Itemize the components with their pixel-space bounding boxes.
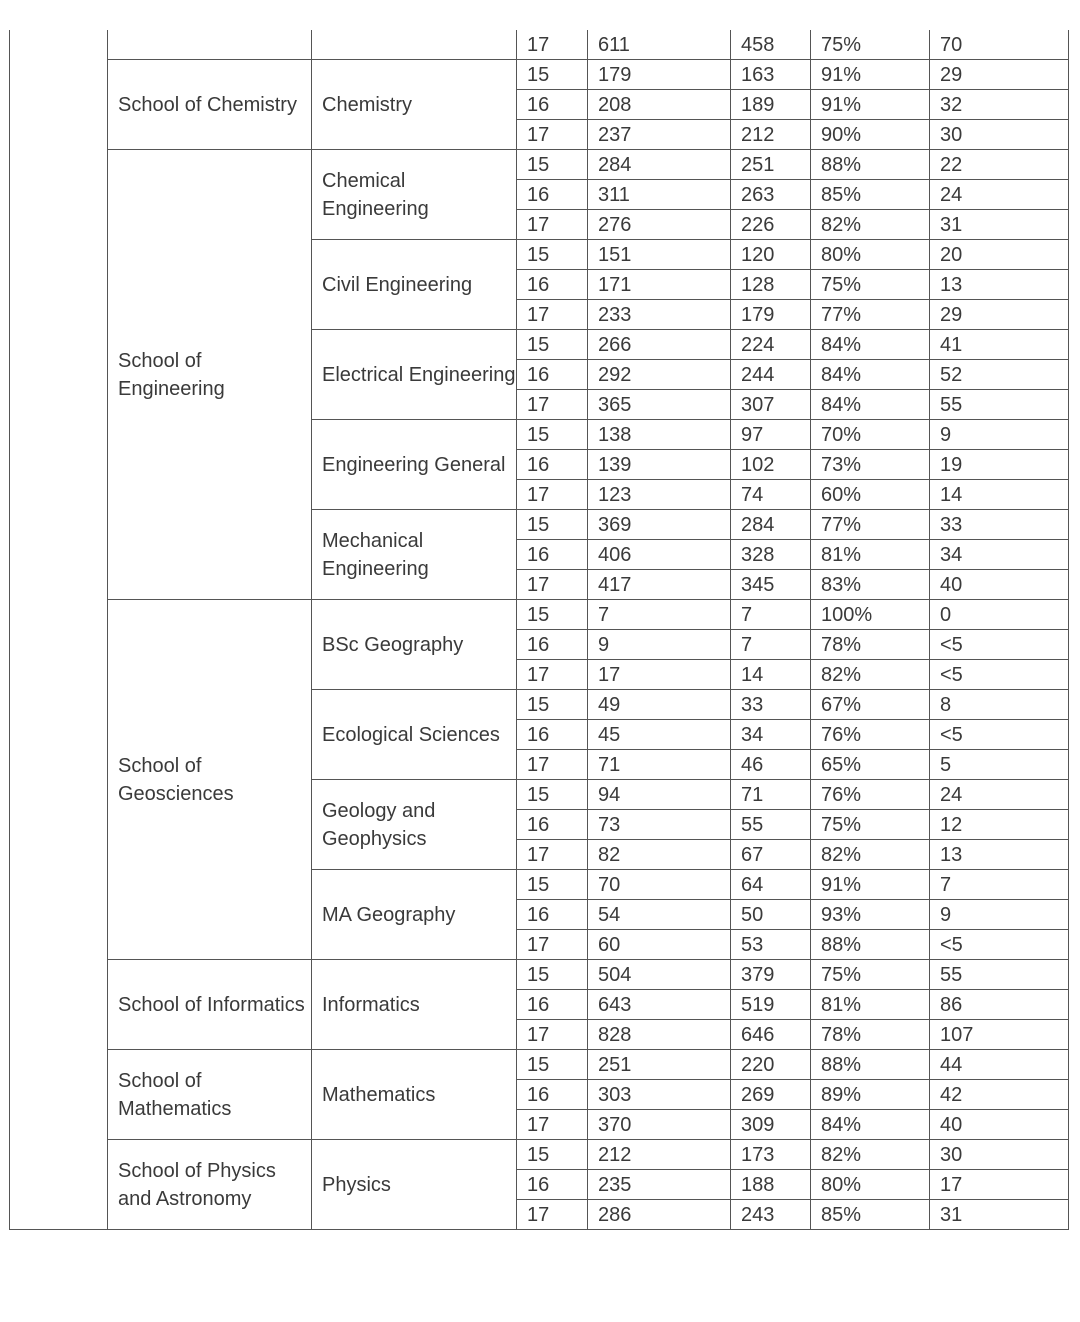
year-cell: 16	[517, 1080, 588, 1110]
year-cell: 16	[517, 810, 588, 840]
entrants-cell: 13	[930, 270, 1069, 300]
offers-cell: 188	[731, 1170, 811, 1200]
year-cell: 15	[517, 60, 588, 90]
applications-cell: 70	[588, 870, 731, 900]
entrants-cell: <5	[930, 630, 1069, 660]
offer-rate-cell: 82%	[811, 660, 930, 690]
offer-rate-cell: 84%	[811, 390, 930, 420]
offer-rate-cell: 91%	[811, 60, 930, 90]
offer-rate-cell: 88%	[811, 150, 930, 180]
offer-rate-cell: 78%	[811, 630, 930, 660]
entrants-cell: 13	[930, 840, 1069, 870]
year-cell: 17	[517, 930, 588, 960]
applications-cell: 94	[588, 780, 731, 810]
offer-rate-cell: 81%	[811, 540, 930, 570]
entrants-cell: 86	[930, 990, 1069, 1020]
applications-cell: 45	[588, 720, 731, 750]
school-cell: School of Mathematics	[108, 1050, 312, 1140]
offers-cell: 244	[731, 360, 811, 390]
offer-rate-cell: 90%	[811, 120, 930, 150]
entrants-cell: <5	[930, 930, 1069, 960]
offers-cell: 64	[731, 870, 811, 900]
applications-cell: 251	[588, 1050, 731, 1080]
year-cell: 17	[517, 1020, 588, 1050]
year-cell: 17	[517, 30, 588, 60]
left-margin-cell	[10, 30, 108, 1230]
year-cell: 17	[517, 120, 588, 150]
offers-cell: 307	[731, 390, 811, 420]
applications-cell: 370	[588, 1110, 731, 1140]
year-cell: 16	[517, 630, 588, 660]
offers-cell: 224	[731, 330, 811, 360]
year-cell: 15	[517, 240, 588, 270]
applications-cell: 49	[588, 690, 731, 720]
offers-cell: 120	[731, 240, 811, 270]
offer-rate-cell: 76%	[811, 720, 930, 750]
offer-rate-cell: 82%	[811, 210, 930, 240]
year-cell: 16	[517, 540, 588, 570]
entrants-cell: 22	[930, 150, 1069, 180]
entrants-cell: 55	[930, 390, 1069, 420]
offers-cell: 269	[731, 1080, 811, 1110]
year-cell: 15	[517, 420, 588, 450]
applications-cell: 235	[588, 1170, 731, 1200]
offers-cell: 46	[731, 750, 811, 780]
applications-cell: 73	[588, 810, 731, 840]
table-row	[10, 1140, 1069, 1170]
offers-cell: 71	[731, 780, 811, 810]
entrants-cell: 55	[930, 960, 1069, 990]
applications-cell: 139	[588, 450, 731, 480]
entrants-cell: 9	[930, 420, 1069, 450]
programme-cell: Mechanical Engineering	[312, 510, 517, 600]
offer-rate-cell: 80%	[811, 1170, 930, 1200]
applications-cell: 406	[588, 540, 731, 570]
offers-cell: 309	[731, 1110, 811, 1140]
year-cell: 15	[517, 600, 588, 630]
offer-rate-cell: 77%	[811, 300, 930, 330]
year-cell: 17	[517, 480, 588, 510]
offer-rate-cell: 83%	[811, 570, 930, 600]
applications-cell: 233	[588, 300, 731, 330]
entrants-cell: 32	[930, 90, 1069, 120]
school-cell: School of Geosciences	[108, 600, 312, 960]
admissions-table	[9, 30, 1069, 1230]
entrants-cell: 24	[930, 180, 1069, 210]
offer-rate-cell: 100%	[811, 600, 930, 630]
offers-cell: 34	[731, 720, 811, 750]
applications-cell: 138	[588, 420, 731, 450]
entrants-cell: <5	[930, 720, 1069, 750]
year-cell: 15	[517, 1140, 588, 1170]
offer-rate-cell: 85%	[811, 180, 930, 210]
year-cell: 15	[517, 150, 588, 180]
year-cell: 15	[517, 870, 588, 900]
applications-cell: 417	[588, 570, 731, 600]
entrants-cell: 42	[930, 1080, 1069, 1110]
entrants-cell: 9	[930, 900, 1069, 930]
offers-cell: 251	[731, 150, 811, 180]
programme-cell: Chemistry	[312, 60, 517, 150]
entrants-cell: 52	[930, 360, 1069, 390]
year-cell: 15	[517, 960, 588, 990]
offers-cell: 220	[731, 1050, 811, 1080]
applications-cell: 82	[588, 840, 731, 870]
applications-cell: 9	[588, 630, 731, 660]
offers-cell: 226	[731, 210, 811, 240]
offers-cell: 379	[731, 960, 811, 990]
entrants-cell: <5	[930, 660, 1069, 690]
offers-cell: 97	[731, 420, 811, 450]
entrants-cell: 40	[930, 1110, 1069, 1140]
applications-cell: 292	[588, 360, 731, 390]
offer-rate-cell: 77%	[811, 510, 930, 540]
entrants-cell: 17	[930, 1170, 1069, 1200]
offer-rate-cell: 75%	[811, 960, 930, 990]
applications-cell: 276	[588, 210, 731, 240]
year-cell: 17	[517, 840, 588, 870]
entrants-cell: 8	[930, 690, 1069, 720]
year-cell: 17	[517, 660, 588, 690]
offer-rate-cell: 75%	[811, 270, 930, 300]
offer-rate-cell: 91%	[811, 870, 930, 900]
offers-cell: 173	[731, 1140, 811, 1170]
programme-cell: MA Geography	[312, 870, 517, 960]
applications-cell: 369	[588, 510, 731, 540]
programme-cell: Civil Engineering	[312, 240, 517, 330]
offers-cell: 163	[731, 60, 811, 90]
entrants-cell: 107	[930, 1020, 1069, 1050]
applications-cell: 54	[588, 900, 731, 930]
school-cell: School of Engineering	[108, 150, 312, 600]
applications-cell: 286	[588, 1200, 731, 1230]
programme-cell: Electrical Engineering	[312, 330, 517, 420]
offers-cell: 263	[731, 180, 811, 210]
offers-cell: 55	[731, 810, 811, 840]
table-row	[10, 1050, 1069, 1080]
applications-cell: 123	[588, 480, 731, 510]
entrants-cell: 44	[930, 1050, 1069, 1080]
applications-cell: 208	[588, 90, 731, 120]
applications-cell: 266	[588, 330, 731, 360]
applications-cell: 643	[588, 990, 731, 1020]
year-cell: 16	[517, 180, 588, 210]
year-cell: 15	[517, 690, 588, 720]
offer-rate-cell: 78%	[811, 1020, 930, 1050]
programme-cell: Informatics	[312, 960, 517, 1050]
year-cell: 17	[517, 750, 588, 780]
offer-rate-cell: 84%	[811, 330, 930, 360]
offer-rate-cell: 84%	[811, 360, 930, 390]
year-cell: 17	[517, 1110, 588, 1140]
offers-cell: 53	[731, 930, 811, 960]
year-cell: 16	[517, 900, 588, 930]
school-cell: School of Informatics	[108, 960, 312, 1050]
applications-cell: 179	[588, 60, 731, 90]
applications-cell: 504	[588, 960, 731, 990]
year-cell: 16	[517, 360, 588, 390]
table-row	[10, 960, 1069, 990]
entrants-cell: 19	[930, 450, 1069, 480]
offer-rate-cell: 89%	[811, 1080, 930, 1110]
year-cell: 16	[517, 990, 588, 1020]
offer-rate-cell: 75%	[811, 810, 930, 840]
applications-cell: 365	[588, 390, 731, 420]
entrants-cell: 12	[930, 810, 1069, 840]
offers-cell: 74	[731, 480, 811, 510]
programme-cell: BSc Geography	[312, 600, 517, 690]
programme-cell: Physics	[312, 1140, 517, 1230]
entrants-cell: 7	[930, 870, 1069, 900]
offers-cell: 67	[731, 840, 811, 870]
offers-cell: 128	[731, 270, 811, 300]
table-container	[9, 30, 1069, 1230]
entrants-cell: 0	[930, 600, 1069, 630]
offer-rate-cell: 76%	[811, 780, 930, 810]
applications-cell: 311	[588, 180, 731, 210]
offers-cell: 102	[731, 450, 811, 480]
applications-cell: 171	[588, 270, 731, 300]
entrants-cell: 31	[930, 1200, 1069, 1230]
year-cell: 17	[517, 570, 588, 600]
offers-cell: 345	[731, 570, 811, 600]
offer-rate-cell: 82%	[811, 1140, 930, 1170]
year-cell: 16	[517, 720, 588, 750]
applications-cell: 17	[588, 660, 731, 690]
offer-rate-cell: 80%	[811, 240, 930, 270]
offer-rate-cell: 88%	[811, 930, 930, 960]
programme-cell: Chemical Engineering	[312, 150, 517, 240]
offers-cell: 7	[731, 600, 811, 630]
entrants-cell: 30	[930, 120, 1069, 150]
offers-cell: 458	[731, 30, 811, 60]
year-cell: 17	[517, 300, 588, 330]
entrants-cell: 29	[930, 300, 1069, 330]
applications-cell: 284	[588, 150, 731, 180]
table-row	[10, 600, 1069, 630]
offers-cell: 50	[731, 900, 811, 930]
year-cell: 17	[517, 1200, 588, 1230]
entrants-cell: 40	[930, 570, 1069, 600]
entrants-cell: 24	[930, 780, 1069, 810]
entrants-cell: 30	[930, 1140, 1069, 1170]
entrants-cell: 14	[930, 480, 1069, 510]
offer-rate-cell: 70%	[811, 420, 930, 450]
offer-rate-cell: 60%	[811, 480, 930, 510]
applications-cell: 7	[588, 600, 731, 630]
year-cell: 16	[517, 270, 588, 300]
offers-cell: 179	[731, 300, 811, 330]
programme-cell: Mathematics	[312, 1050, 517, 1140]
applications-cell: 611	[588, 30, 731, 60]
offer-rate-cell: 75%	[811, 30, 930, 60]
programme-cell	[312, 30, 517, 60]
offers-cell: 284	[731, 510, 811, 540]
entrants-cell: 33	[930, 510, 1069, 540]
school-cell: School of Physics and Astronomy	[108, 1140, 312, 1230]
offer-rate-cell: 93%	[811, 900, 930, 930]
entrants-cell: 41	[930, 330, 1069, 360]
year-cell: 17	[517, 390, 588, 420]
entrants-cell: 5	[930, 750, 1069, 780]
offers-cell: 33	[731, 690, 811, 720]
year-cell: 17	[517, 210, 588, 240]
offer-rate-cell: 91%	[811, 90, 930, 120]
year-cell: 16	[517, 450, 588, 480]
applications-cell: 60	[588, 930, 731, 960]
offers-cell: 243	[731, 1200, 811, 1230]
programme-cell: Engineering General	[312, 420, 517, 510]
applications-cell: 237	[588, 120, 731, 150]
offers-cell: 328	[731, 540, 811, 570]
applications-cell: 71	[588, 750, 731, 780]
offer-rate-cell: 81%	[811, 990, 930, 1020]
offer-rate-cell: 67%	[811, 690, 930, 720]
year-cell: 15	[517, 780, 588, 810]
offer-rate-cell: 73%	[811, 450, 930, 480]
table-row	[10, 150, 1069, 180]
table-row	[10, 60, 1069, 90]
year-cell: 16	[517, 1170, 588, 1200]
entrants-cell: 34	[930, 540, 1069, 570]
offers-cell: 646	[731, 1020, 811, 1050]
offer-rate-cell: 84%	[811, 1110, 930, 1140]
entrants-cell: 20	[930, 240, 1069, 270]
school-cell: School of Chemistry	[108, 60, 312, 150]
offers-cell: 519	[731, 990, 811, 1020]
entrants-cell: 31	[930, 210, 1069, 240]
offer-rate-cell: 85%	[811, 1200, 930, 1230]
school-cell	[108, 30, 312, 60]
table-body	[10, 30, 1069, 1230]
year-cell: 15	[517, 330, 588, 360]
entrants-cell: 70	[930, 30, 1069, 60]
offers-cell: 7	[731, 630, 811, 660]
offer-rate-cell: 88%	[811, 1050, 930, 1080]
programme-cell: Geology and Geophysics	[312, 780, 517, 870]
year-cell: 15	[517, 1050, 588, 1080]
offers-cell: 14	[731, 660, 811, 690]
entrants-cell: 29	[930, 60, 1069, 90]
year-cell: 16	[517, 90, 588, 120]
offer-rate-cell: 82%	[811, 840, 930, 870]
offers-cell: 212	[731, 120, 811, 150]
offer-rate-cell: 65%	[811, 750, 930, 780]
offers-cell: 189	[731, 90, 811, 120]
applications-cell: 828	[588, 1020, 731, 1050]
year-cell: 15	[517, 510, 588, 540]
table-row	[10, 30, 1069, 60]
applications-cell: 151	[588, 240, 731, 270]
applications-cell: 212	[588, 1140, 731, 1170]
applications-cell: 303	[588, 1080, 731, 1110]
programme-cell: Ecological Sciences	[312, 690, 517, 780]
